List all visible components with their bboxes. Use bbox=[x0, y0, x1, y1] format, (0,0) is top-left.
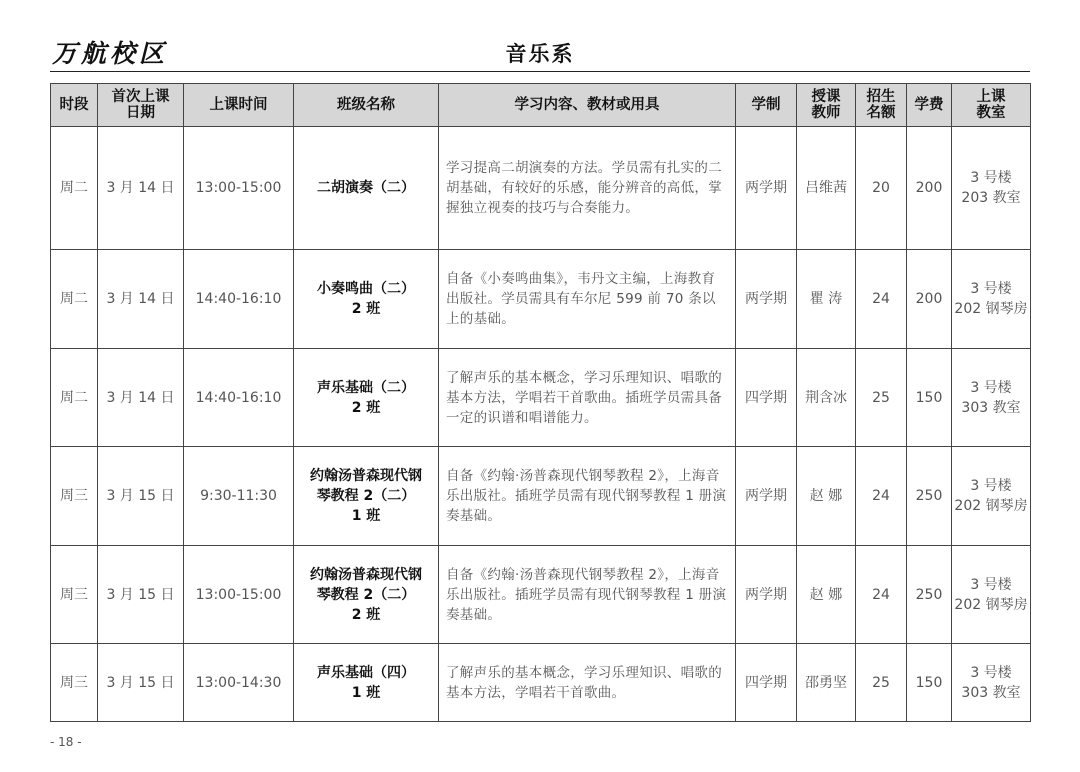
cell-time: 13:00-14:30 bbox=[184, 644, 294, 722]
cell-fee: 200 bbox=[907, 127, 952, 250]
cell-time: 9:30-11:30 bbox=[184, 447, 294, 546]
cell-first-date: 3 月 14 日 bbox=[98, 127, 184, 250]
cell-term: 两学期 bbox=[736, 546, 797, 644]
campus-title: 万航校区 bbox=[52, 39, 169, 68]
cell-content: 自备《约翰·汤普森现代钢琴教程 2》，上海音乐出版社。插班学员需有现代钢琴教程 1 册演奏基础。 bbox=[439, 546, 736, 644]
cell-term: 四学期 bbox=[736, 644, 797, 722]
cell-quota: 24 bbox=[856, 250, 907, 349]
column-header-term: 学制 bbox=[736, 84, 797, 127]
column-header-period: 时段 bbox=[51, 84, 98, 127]
column-header-time: 上课时间 bbox=[184, 84, 294, 127]
cell-fee: 250 bbox=[907, 447, 952, 546]
cell-period: 周三 bbox=[51, 546, 98, 644]
cell-quota: 24 bbox=[856, 546, 907, 644]
cell-first-date: 3 月 15 日 bbox=[98, 546, 184, 644]
cell-class-name: 声乐基础（二） 2 班 bbox=[294, 349, 439, 447]
table-row bbox=[51, 447, 1031, 546]
cell-time: 13:00-15:00 bbox=[184, 127, 294, 250]
column-header-quota: 招生 名额 bbox=[856, 84, 907, 127]
cell-class-name: 小奏鸣曲（二） 2 班 bbox=[294, 250, 439, 349]
column-header-first-date: 首次上课 日期 bbox=[98, 84, 184, 127]
table-row bbox=[51, 250, 1031, 349]
column-header-class-name: 班级名称 bbox=[294, 84, 439, 127]
cell-class-name: 约翰汤普森现代钢 琴教程 2（二） 2 班 bbox=[294, 546, 439, 644]
cell-time: 13:00-15:00 bbox=[184, 546, 294, 644]
cell-content: 自备《约翰·汤普森现代钢琴教程 2》，上海音乐出版社。插班学员需有现代钢琴教程 1 册演奏基础。 bbox=[439, 447, 736, 546]
cell-fee: 250 bbox=[907, 546, 952, 644]
cell-time: 14:40-16:10 bbox=[184, 349, 294, 447]
cell-period: 周二 bbox=[51, 349, 98, 447]
column-header-content: 学习内容、教材或用具 bbox=[439, 84, 736, 127]
cell-class-name: 声乐基础（四） 1 班 bbox=[294, 644, 439, 722]
table-row bbox=[51, 349, 1031, 447]
cell-teacher: 赵 娜 bbox=[797, 546, 856, 644]
column-header-teacher: 授课 教师 bbox=[797, 84, 856, 127]
cell-quota: 20 bbox=[856, 127, 907, 250]
cell-room: 3 号楼 303 教室 bbox=[952, 644, 1031, 722]
cell-term: 四学期 bbox=[736, 349, 797, 447]
course-schedule-table bbox=[50, 83, 1031, 722]
cell-teacher: 瞿 涛 bbox=[797, 250, 856, 349]
cell-class-name: 二胡演奏（二） bbox=[294, 127, 439, 250]
cell-content: 自备《小奏鸣曲集》，韦丹文主编，上海教育出版社。学员需具有车尔尼 599 前 70 条以上的基础。 bbox=[439, 250, 736, 349]
cell-teacher: 邵勇坚 bbox=[797, 644, 856, 722]
header-divider bbox=[50, 71, 1030, 72]
cell-time: 14:40-16:10 bbox=[184, 250, 294, 349]
cell-room: 3 号楼 202 钢琴房 bbox=[952, 250, 1031, 349]
column-header-fee: 学费 bbox=[907, 84, 952, 127]
cell-room: 3 号楼 202 钢琴房 bbox=[952, 546, 1031, 644]
cell-teacher: 赵 娜 bbox=[797, 447, 856, 546]
cell-quota: 25 bbox=[856, 644, 907, 722]
cell-room: 3 号楼 303 教室 bbox=[952, 349, 1031, 447]
cell-term: 两学期 bbox=[736, 127, 797, 250]
cell-class-name: 约翰汤普森现代钢 琴教程 2（二） 1 班 bbox=[294, 447, 439, 546]
cell-fee: 150 bbox=[907, 349, 952, 447]
cell-term: 两学期 bbox=[736, 250, 797, 349]
cell-period: 周二 bbox=[51, 250, 98, 349]
cell-first-date: 3 月 14 日 bbox=[98, 349, 184, 447]
page-number: - 18 - bbox=[50, 735, 82, 749]
cell-fee: 150 bbox=[907, 644, 952, 722]
department-title: 音乐系 bbox=[505, 42, 575, 66]
table-row bbox=[51, 644, 1031, 722]
table-header bbox=[51, 84, 1031, 127]
cell-content: 了解声乐的基本概念，学习乐理知识、唱歌的基本方法，学唱若干首歌曲。 bbox=[439, 644, 736, 722]
cell-fee: 200 bbox=[907, 250, 952, 349]
cell-period: 周三 bbox=[51, 644, 98, 722]
cell-room: 3 号楼 202 钢琴房 bbox=[952, 447, 1031, 546]
column-header-room: 上课 教室 bbox=[952, 84, 1031, 127]
cell-first-date: 3 月 15 日 bbox=[98, 644, 184, 722]
cell-quota: 25 bbox=[856, 349, 907, 447]
cell-content: 学习提高二胡演奏的方法。学员需有扎实的二胡基础，有较好的乐感，能分辨音的高低，掌握独立视奏的技巧与合奏能力。 bbox=[439, 127, 736, 250]
cell-period: 周二 bbox=[51, 127, 98, 250]
cell-first-date: 3 月 15 日 bbox=[98, 447, 184, 546]
table-row bbox=[51, 127, 1031, 250]
cell-teacher: 荆含冰 bbox=[797, 349, 856, 447]
table-row bbox=[51, 546, 1031, 644]
cell-teacher: 吕维茜 bbox=[797, 127, 856, 250]
cell-room: 3 号楼 203 教室 bbox=[952, 127, 1031, 250]
cell-content: 了解声乐的基本概念，学习乐理知识、唱歌的基本方法，学唱若干首歌曲。插班学员需具备一定的识谱和唱谱能力。 bbox=[439, 349, 736, 447]
cell-term: 两学期 bbox=[736, 447, 797, 546]
cell-period: 周三 bbox=[51, 447, 98, 546]
cell-quota: 24 bbox=[856, 447, 907, 546]
cell-first-date: 3 月 14 日 bbox=[98, 250, 184, 349]
